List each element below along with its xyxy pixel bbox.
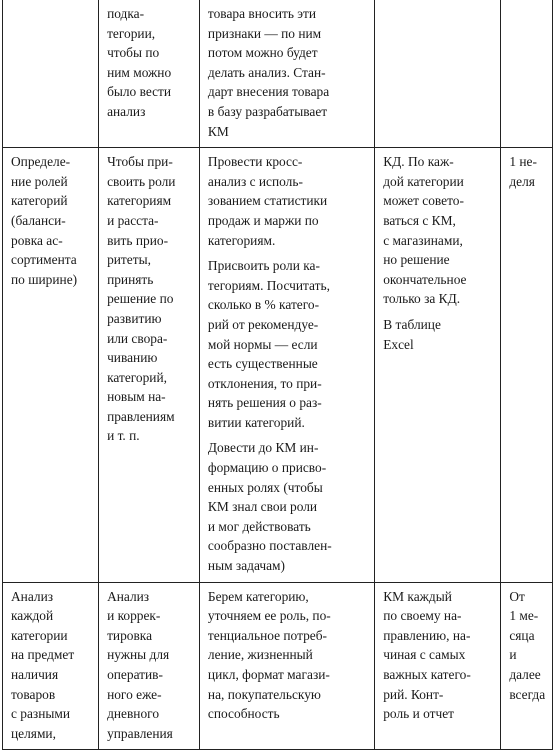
table-cell	[99, 148, 200, 582]
cell-paragraph: 1 не- деля	[509, 154, 537, 189]
cell-paragraph: КМ каждый по своему на- правлению, на- чиная с самых важных катего- рий. Конт- роль и отчет	[383, 588, 471, 722]
cell-paragraph: Определе- ние ролей категорий (баланси- ровка ас- сортимента по ширине)	[11, 154, 78, 287]
table-cell	[375, 148, 501, 582]
cell-paragraph: Берем категорию, уточняем ее роль, по- тенциальное потреб- ление, жизненный цикл, формат магази- на, покупательскую способность	[207, 588, 331, 722]
cell-paragraph: подка- тегории, чтобы по ним можно было вести анализ	[107, 6, 172, 119]
table-row	[3, 0, 553, 148]
table-row	[3, 148, 553, 582]
table-cell	[3, 582, 99, 750]
cell-paragraph: Присвоить роли ка- тегориям. Посчитать, сколько в % катего- рий от рекомендуе- мой нормы — если есть существенные отклонения, то при- нять решения о раз- витии категорий.	[207, 258, 330, 430]
table-cell	[501, 582, 553, 750]
table-cell	[501, 148, 553, 582]
table-cell	[375, 0, 501, 148]
table-row	[3, 582, 553, 750]
table-cell	[3, 0, 99, 148]
table-cell	[501, 0, 553, 148]
cell-paragraph: Чтобы при- своить роли категориям и расста- вить прио- ритеты, принять решение по развитию или свора- чиванию категорий, новым на- правлениям и т. п.	[107, 154, 176, 444]
process-table	[2, 0, 553, 750]
table-cell	[99, 0, 200, 148]
cell-paragraph: КД. По каж- дой категории может совето- ваться с КМ, с магазинами, но решение окончательное только за КД.	[383, 154, 467, 307]
cell-paragraph: Довести до КМ ин- формацию о присво- енных ролях (чтобы КМ знал свои роли и мог действовать сообразно поставлен- ным задачам)	[207, 440, 332, 574]
cell-paragraph: Анализ и коррек- тировка нужны для оператив- ного еже- дневного управления	[107, 588, 173, 741]
table-cell	[3, 148, 99, 582]
cell-paragraph: От 1 ме- сяца и далее всегда	[509, 588, 546, 702]
cell-paragraph: товара вносить эти признаки — по ним потом можно будет делать анализ. Стан- дарт внесения товара в базу разрабатывает КМ	[207, 6, 330, 139]
cell-paragraph: Провести кросс- анализ с исполь- зованием статистики продаж и маржи по категориям.	[207, 154, 328, 248]
table-cell	[199, 0, 374, 148]
cell-paragraph: Анализ каждой категории на предмет наличия товаров с разными целями,	[11, 588, 75, 741]
cell-paragraph: В таблице Excel	[383, 316, 441, 352]
table-cell	[99, 582, 200, 750]
table-cell	[375, 582, 501, 750]
table-cell	[199, 148, 374, 582]
table-cell	[199, 582, 374, 750]
table-body	[3, 0, 553, 750]
